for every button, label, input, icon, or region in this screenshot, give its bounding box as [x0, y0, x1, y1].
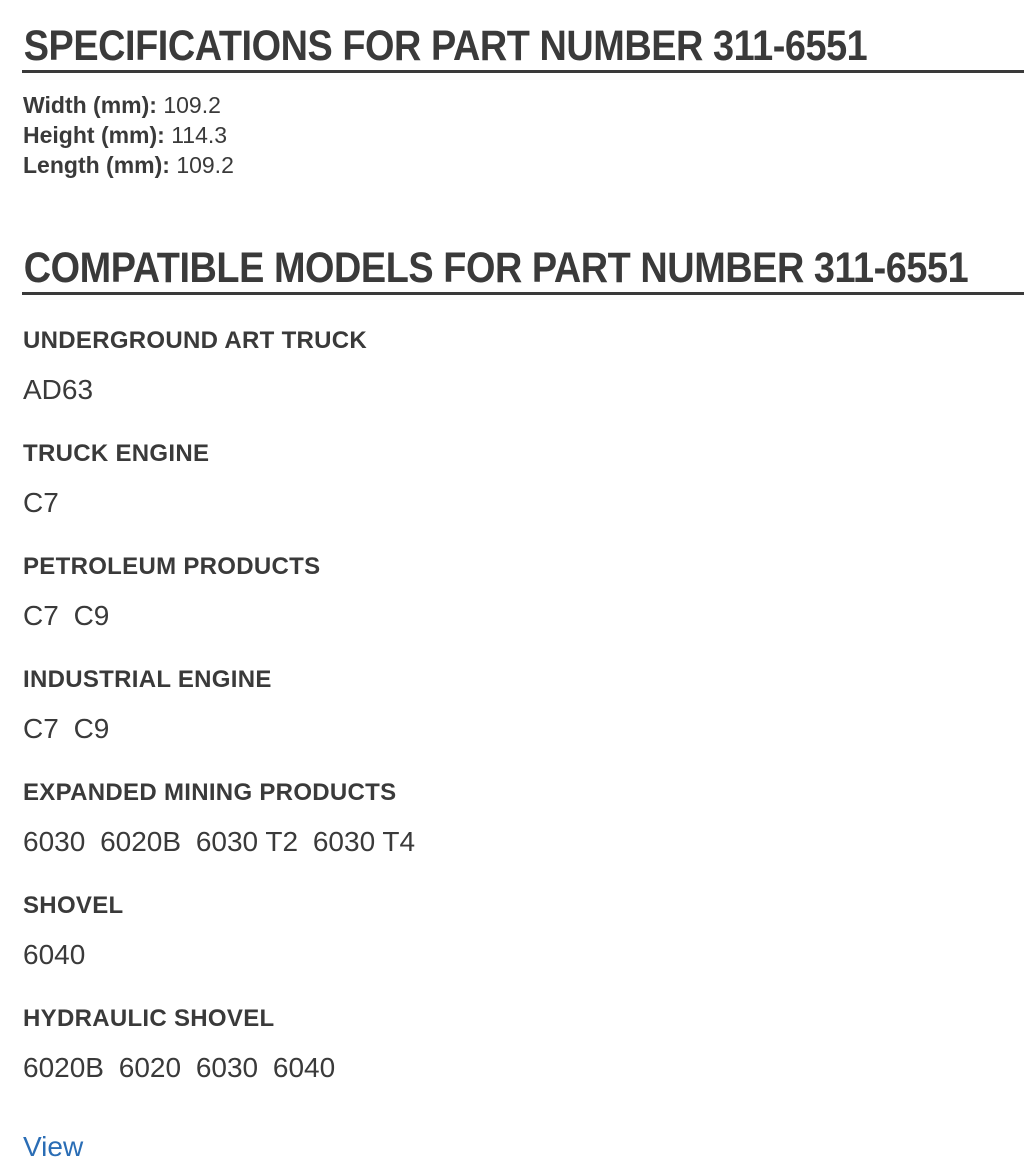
model-list [23, 373, 422, 407]
model-code[interactable]: 6040 [272, 1052, 336, 1083]
spec-value: 109.2 [163, 92, 221, 118]
specifications-list [23, 90, 234, 180]
model-category: HYDRAULIC SHOVEL [23, 1005, 275, 1032]
model-list [23, 825, 422, 859]
model-code[interactable]: 6030 [195, 1052, 259, 1083]
model-list [23, 938, 422, 972]
model-category: EXPANDED MINING PRODUCTS [23, 779, 397, 806]
spec-label: Length (mm): [23, 152, 170, 178]
model-category: INDUSTRIAL ENGINE [23, 666, 272, 693]
model-list [23, 486, 422, 520]
model-list [23, 599, 422, 633]
model-code[interactable]: 6030 [23, 826, 86, 857]
model-group-underground-art-truck [23, 326, 422, 439]
model-code[interactable]: C7 [23, 600, 59, 631]
model-code[interactable]: C9 [73, 600, 110, 631]
compatible-models-divider [22, 292, 1024, 295]
spec-value: 109.2 [176, 152, 234, 178]
model-group-shovel [23, 891, 422, 1004]
model-code[interactable]: C9 [73, 713, 110, 744]
model-code[interactable]: C7 [23, 487, 59, 518]
model-code[interactable]: 6040 [23, 939, 86, 970]
spec-value: 114.3 [171, 122, 228, 148]
spec-row-height [23, 120, 234, 150]
model-code[interactable]: 6020B [23, 1052, 104, 1083]
model-group-truck-engine [23, 439, 422, 552]
model-category: TRUCK ENGINE [23, 440, 210, 467]
model-group-petroleum-products [23, 552, 422, 665]
model-code[interactable]: AD63 [23, 374, 94, 405]
model-group-hydraulic-shovel [23, 1004, 422, 1117]
specifications-divider [22, 70, 1024, 73]
model-code[interactable]: 6030 T2 [195, 826, 299, 857]
spec-row-width [23, 90, 234, 120]
compatible-models-heading: COMPATIBLE MODELS FOR PART NUMBER 311-6551 [23, 244, 969, 292]
spec-label: Width (mm): [23, 92, 157, 118]
compatible-models-list [23, 326, 422, 1117]
specifications-heading: SPECIFICATIONS FOR PART NUMBER 311-6551 [23, 22, 868, 70]
model-code[interactable]: C7 [23, 713, 59, 744]
model-group-expanded-mining-products [23, 778, 422, 891]
model-list [23, 712, 422, 746]
model-list [23, 1051, 422, 1085]
model-code[interactable]: 6030 T4 [312, 826, 416, 857]
spec-row-length [23, 150, 234, 180]
model-category: PETROLEUM PRODUCTS [23, 553, 321, 580]
model-code[interactable]: 6020B [100, 826, 182, 857]
cut-off-link[interactable]: View [23, 1131, 84, 1162]
model-category: SHOVEL [23, 892, 124, 919]
spec-label: Height (mm): [23, 122, 165, 148]
model-group-industrial-engine [23, 665, 422, 778]
model-code[interactable]: 6020 [118, 1052, 182, 1083]
model-category: UNDERGROUND ART TRUCK [23, 327, 368, 354]
